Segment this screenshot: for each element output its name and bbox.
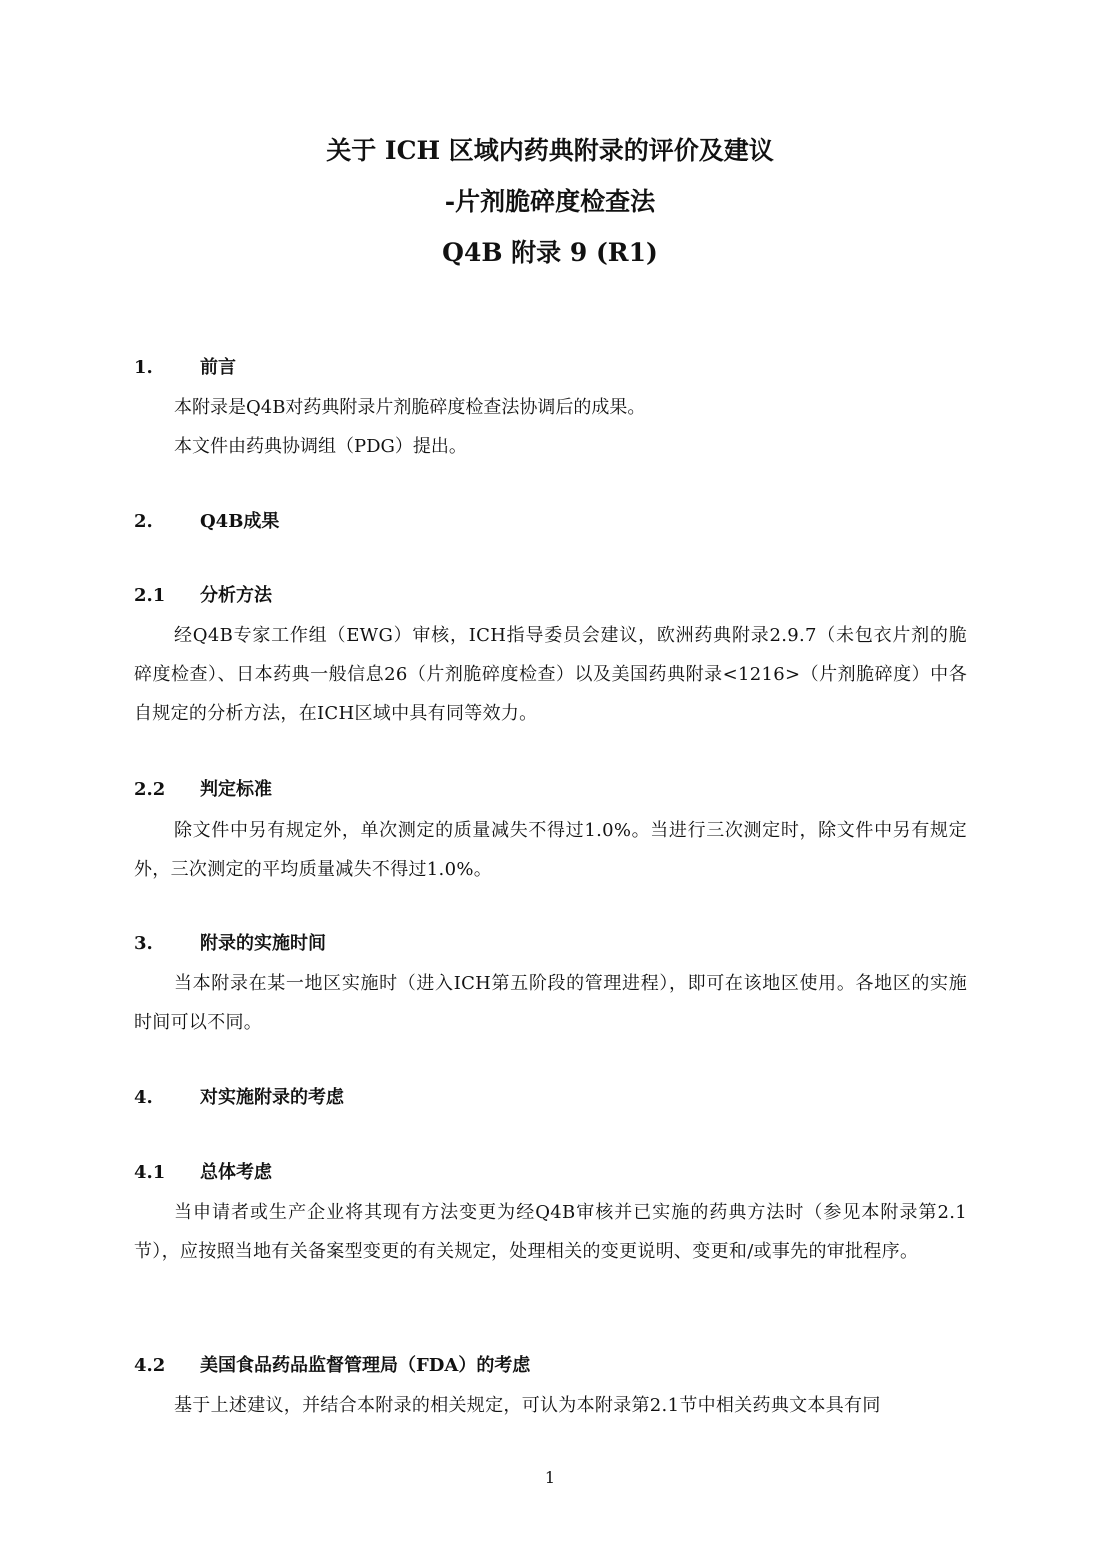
document-title: 关于 ICH 区域内药典附录的评价及建议 bbox=[326, 136, 774, 165]
section-number: 2.2 bbox=[134, 779, 166, 800]
section-number: 4. bbox=[134, 1087, 153, 1108]
section-title: 前言 bbox=[200, 357, 236, 378]
section-number: 1. bbox=[134, 357, 153, 378]
section-1-line-1: 本附录是Q4B对药典附录片剂脆碎度检查法协调后的成果。 bbox=[174, 397, 646, 418]
section-title: 判定标准 bbox=[200, 779, 272, 800]
section-1-line-2: 本文件由药典协调组（PDG）提出。 bbox=[174, 436, 467, 457]
section-title: 总体考虑 bbox=[200, 1162, 272, 1183]
section-title: 分析方法 bbox=[200, 585, 272, 606]
page-number: 1 bbox=[544, 1468, 556, 1487]
section-number: 4.2 bbox=[134, 1355, 166, 1376]
document-subtitle: -片剂脆碎度检查法 bbox=[444, 187, 656, 216]
section-3-paragraph: 当本附录在某一地区实施时（进入ICH第五阶段的管理进程），即可在该地区使用。各地区的实施时间可以不同。 bbox=[134, 973, 967, 1033]
section-heading-4 bbox=[134, 1086, 344, 1110]
section-title: 对实施附录的考虑 bbox=[200, 1087, 344, 1108]
section-heading-2-1 bbox=[134, 584, 272, 608]
section-4-1-paragraph: 当申请者或生产企业将其现有方法变更为经Q4B审核并已实施的药典方法时（参见本附录第2.1节），应按照当地有关备案型变更的有关规定，处理相关的变更说明、变更和/或事先的审批程序。 bbox=[134, 1202, 967, 1262]
section-title: Q4B成果 bbox=[200, 511, 280, 532]
section-number: 3. bbox=[134, 933, 153, 954]
section-4-2-paragraph: 基于上述建议，并结合本附录的相关规定，可认为本附录第2.1节中相关药典文本具有同 bbox=[174, 1395, 881, 1416]
section-heading-2-2 bbox=[134, 778, 272, 802]
section-number: 2.1 bbox=[134, 585, 166, 606]
section-heading-4-2 bbox=[134, 1354, 530, 1378]
section-number: 2. bbox=[134, 511, 153, 532]
section-heading-2 bbox=[134, 510, 279, 534]
document-code: Q4B 附录 9 (R1) bbox=[442, 238, 658, 267]
section-title: 美国食品药品监督管理局（FDA）的考虑 bbox=[200, 1355, 531, 1376]
section-title: 附录的实施时间 bbox=[200, 933, 326, 954]
section-2-2-paragraph: 除文件中另有规定外，单次测定的质量减失不得过1.0%。当进行三次测定时，除文件中另有规定外，三次测定的平均质量减失不得过1.0%。 bbox=[134, 820, 967, 880]
section-heading-3 bbox=[134, 932, 326, 956]
section-heading-4-1 bbox=[134, 1161, 272, 1185]
section-number: 4.1 bbox=[134, 1162, 166, 1183]
section-heading-1 bbox=[134, 356, 236, 380]
section-2-1-paragraph: 经Q4B专家工作组（EWG）审核，ICH指导委员会建议，欧洲药典附录2.9.7（未包衣片剂的脆碎度检查）、日本药典一般信息26（片剂脆碎度检查）以及美国药典附录<1216>（片剂脆碎度）中各自规定的分析方法，在ICH区域中具有同等效力。 bbox=[134, 625, 967, 724]
